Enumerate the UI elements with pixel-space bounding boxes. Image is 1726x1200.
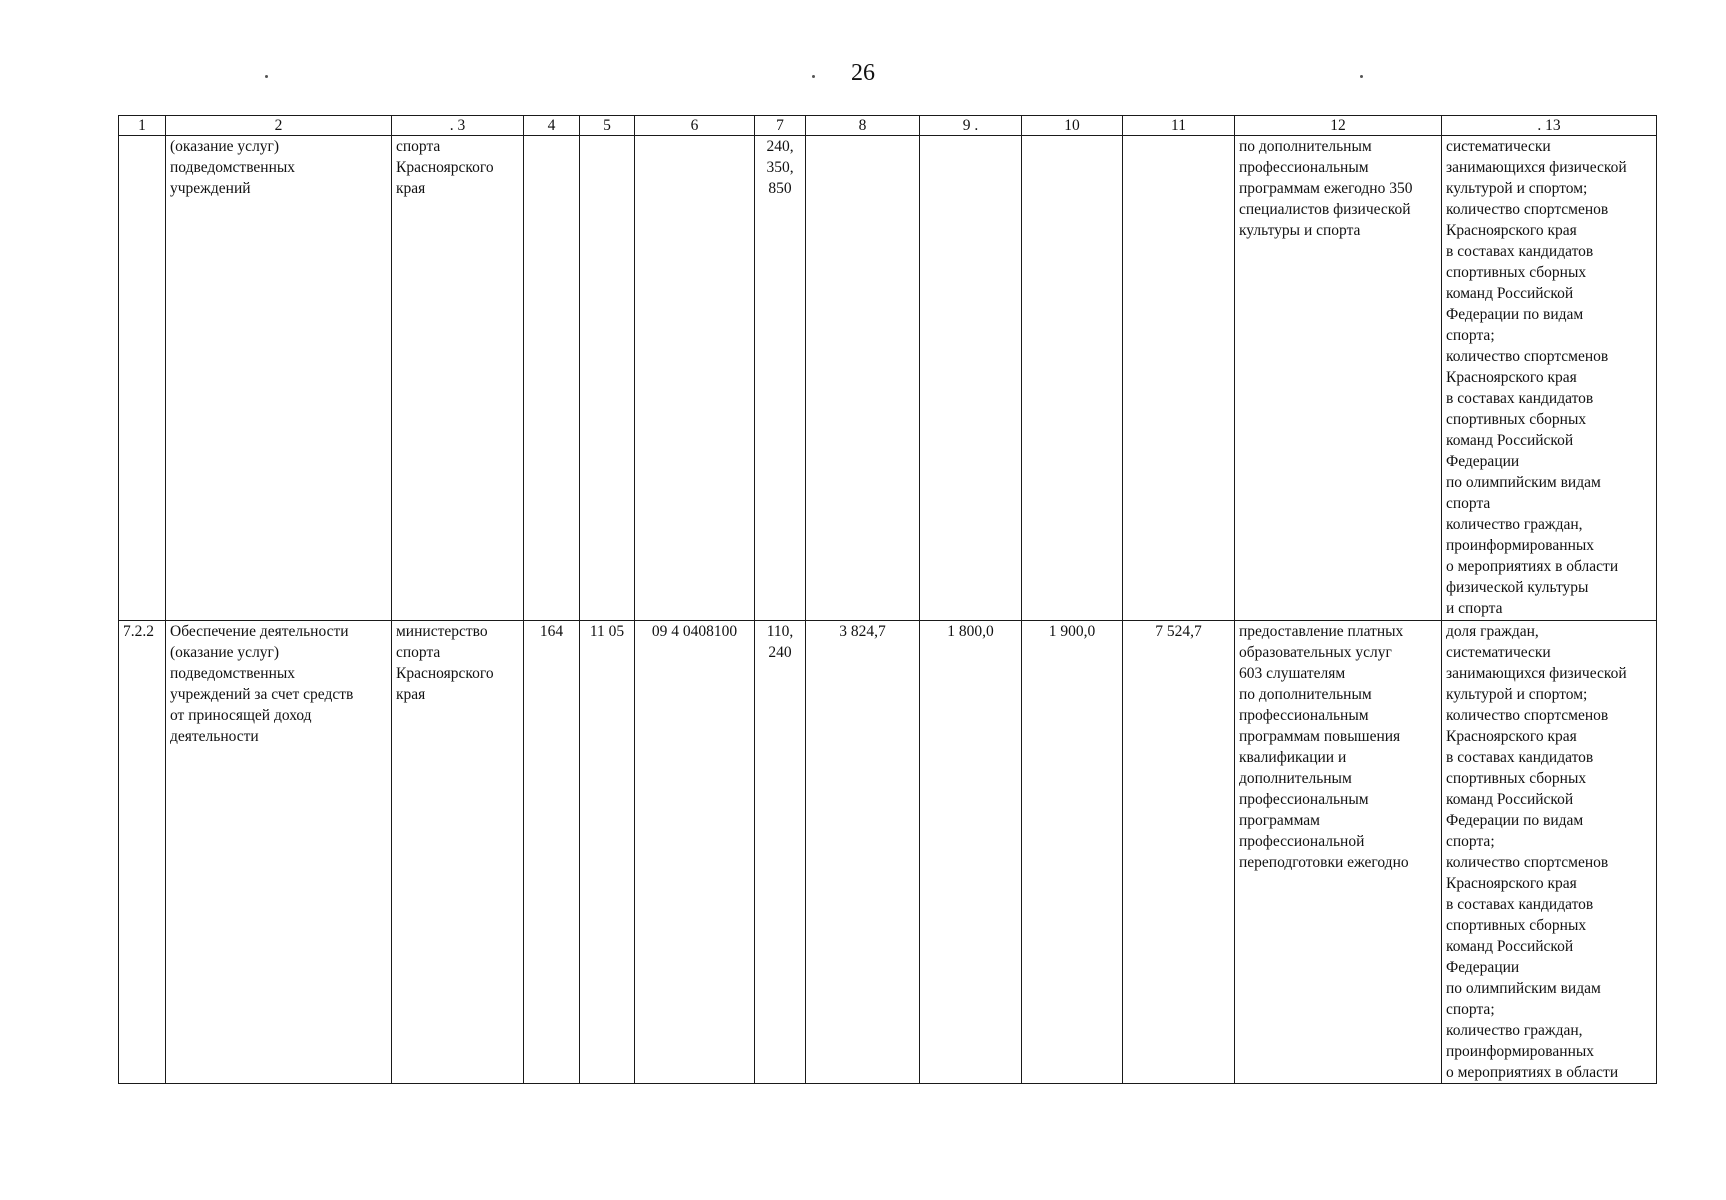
amount-year1-cell xyxy=(806,136,920,621)
measure-name-cell: Обеспечение деятельности (оказание услуг) подведомственных учреждений за счет средств от приносящей доход деятельности xyxy=(166,621,392,1084)
administrator-cell: министерство спорта Красноярского края xyxy=(392,621,524,1084)
table-row xyxy=(119,621,1657,1084)
table-row xyxy=(119,136,1657,621)
target-article-cell xyxy=(635,136,755,621)
column-number: 7 xyxy=(755,116,806,136)
grbs-code-cell: 164 xyxy=(524,621,580,1084)
column-number: 4 xyxy=(524,116,580,136)
column-number: 11 xyxy=(1123,116,1235,136)
expense-type-cell: 240, 350, 850 xyxy=(755,136,806,621)
column-number: 5 xyxy=(580,116,635,136)
column-number: 9 . xyxy=(920,116,1022,136)
column-number: . 3 xyxy=(392,116,524,136)
administrator-cell: спорта Красноярского края xyxy=(392,136,524,621)
amount-total-cell xyxy=(1123,136,1235,621)
item-number-cell xyxy=(119,136,166,621)
amount-year1-cell: 3 824,7 xyxy=(806,621,920,1084)
amount-year2-cell: 1 800,0 xyxy=(920,621,1022,1084)
section-code-cell: 11 05 xyxy=(580,621,635,1084)
indicator-cell: доля граждан, систематически занимающихся физической культурой и спортом; количество спортсменов Красноярского края в составах кандидатов спортивных сборных команд Российской Федерации по видам спорта; количество спортсменов Красноярского края в составах кандидатов спортивных сборных команд Российской Федерации по олимпийским видам спорта; количество граждан, проинформированных о мероприятиях в области xyxy=(1442,621,1657,1084)
column-number: 2 xyxy=(166,116,392,136)
page-number: 26 xyxy=(851,60,875,86)
expected-result-cell: предоставление платных образовательных услуг 603 слушателям по дополнительным профессиональным программам повышения квалификации и дополнительным профессиональным программам профессиональной переподготовки ежегодно xyxy=(1235,621,1442,1084)
item-number-cell: 7.2.2 xyxy=(119,621,166,1084)
expense-type-cell: 110, 240 xyxy=(755,621,806,1084)
column-number: 6 xyxy=(635,116,755,136)
grbs-code-cell xyxy=(524,136,580,621)
section-code-cell xyxy=(580,136,635,621)
scan-speck xyxy=(1360,75,1363,78)
column-number: 10 xyxy=(1022,116,1123,136)
amount-year2-cell xyxy=(920,136,1022,621)
program-measures-table xyxy=(118,115,1657,1084)
column-number: 12 xyxy=(1235,116,1442,136)
column-number: 1 xyxy=(119,116,166,136)
scan-speck xyxy=(812,75,815,78)
scan-speck xyxy=(265,75,268,78)
column-number: . 13 xyxy=(1442,116,1657,136)
target-article-cell: 09 4 0408100 xyxy=(635,621,755,1084)
amount-total-cell: 7 524,7 xyxy=(1123,621,1235,1084)
amount-year3-cell xyxy=(1022,136,1123,621)
indicator-cell: систематически занимающихся физической культурой и спортом; количество спортсменов Красноярского края в составах кандидатов спортивных сборных команд Российской Федерации по видам спорта; количество спортсменов Красноярского края в составах кандидатов спортивных сборных команд Российской Федерации по олимпийским видам спорта количество граждан, проинформированных о мероприятиях в области физической культуры и спорта xyxy=(1442,136,1657,621)
column-number: 8 xyxy=(806,116,920,136)
amount-year3-cell: 1 900,0 xyxy=(1022,621,1123,1084)
column-number-row xyxy=(119,116,1657,136)
measure-name-cell: (оказание услуг) подведомственных учреждений xyxy=(166,136,392,621)
expected-result-cell: по дополнительным профессиональным программам ежегодно 350 специалистов физической культуры и спорта xyxy=(1235,136,1442,621)
